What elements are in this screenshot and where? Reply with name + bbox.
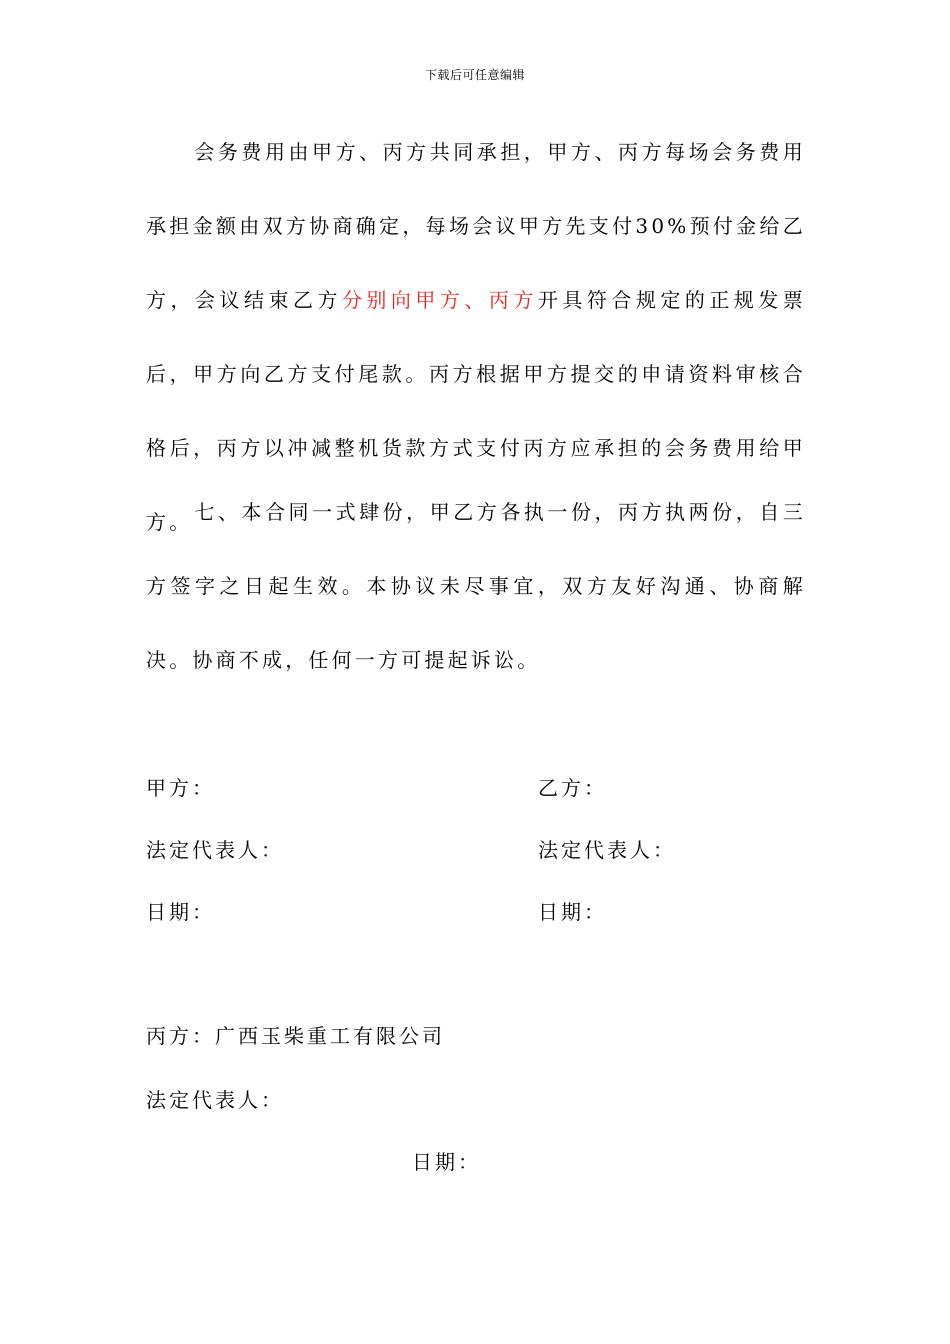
header-note: 下载后可任意编辑 xyxy=(424,68,525,82)
party-b-rep-label: 法定代表人： xyxy=(538,838,676,862)
paragraph-fee-terms-after: 开具符合规定的正规发票后，甲方向乙方支付尾款。丙方根据甲方提交的申请资料审核合格后，丙方以冲减整机货款方式支付丙方应承担的会务费用给甲方。 xyxy=(146,288,806,534)
party-b-date-label: 日期： xyxy=(538,900,607,924)
paragraph-clause-seven-text: 七、本合同一式肆份，甲乙方各执一份，丙方执两份，自三方签字之日起生效。本协议未尽事宜，双方友好沟通、协商解决。协商不成，任何一方可提起诉讼。 xyxy=(146,500,806,672)
party-c-label: 丙方：广西玉柴重工有限公司 xyxy=(146,1024,445,1048)
party-a-rep-label: 法定代表人： xyxy=(146,838,284,862)
party-b-label: 乙方： xyxy=(538,776,607,800)
paragraph-fee-terms-highlight: 分别向甲方、丙方 xyxy=(341,288,538,312)
party-a-label: 甲方： xyxy=(146,776,215,800)
party-a-date-label: 日期： xyxy=(146,900,215,924)
party-c-rep-label: 法定代表人： xyxy=(146,1088,284,1112)
party-c-date-label: 日期： xyxy=(412,1150,481,1174)
paragraph-clause-seven xyxy=(146,475,806,697)
paragraph-fee-terms-before: 会务费用由甲方、丙方共同承担，甲方、丙方每场会务费用承担金额由双方协商确定，每场会议甲方先支付30%预付金给乙方，会议结束乙方 xyxy=(146,140,806,312)
